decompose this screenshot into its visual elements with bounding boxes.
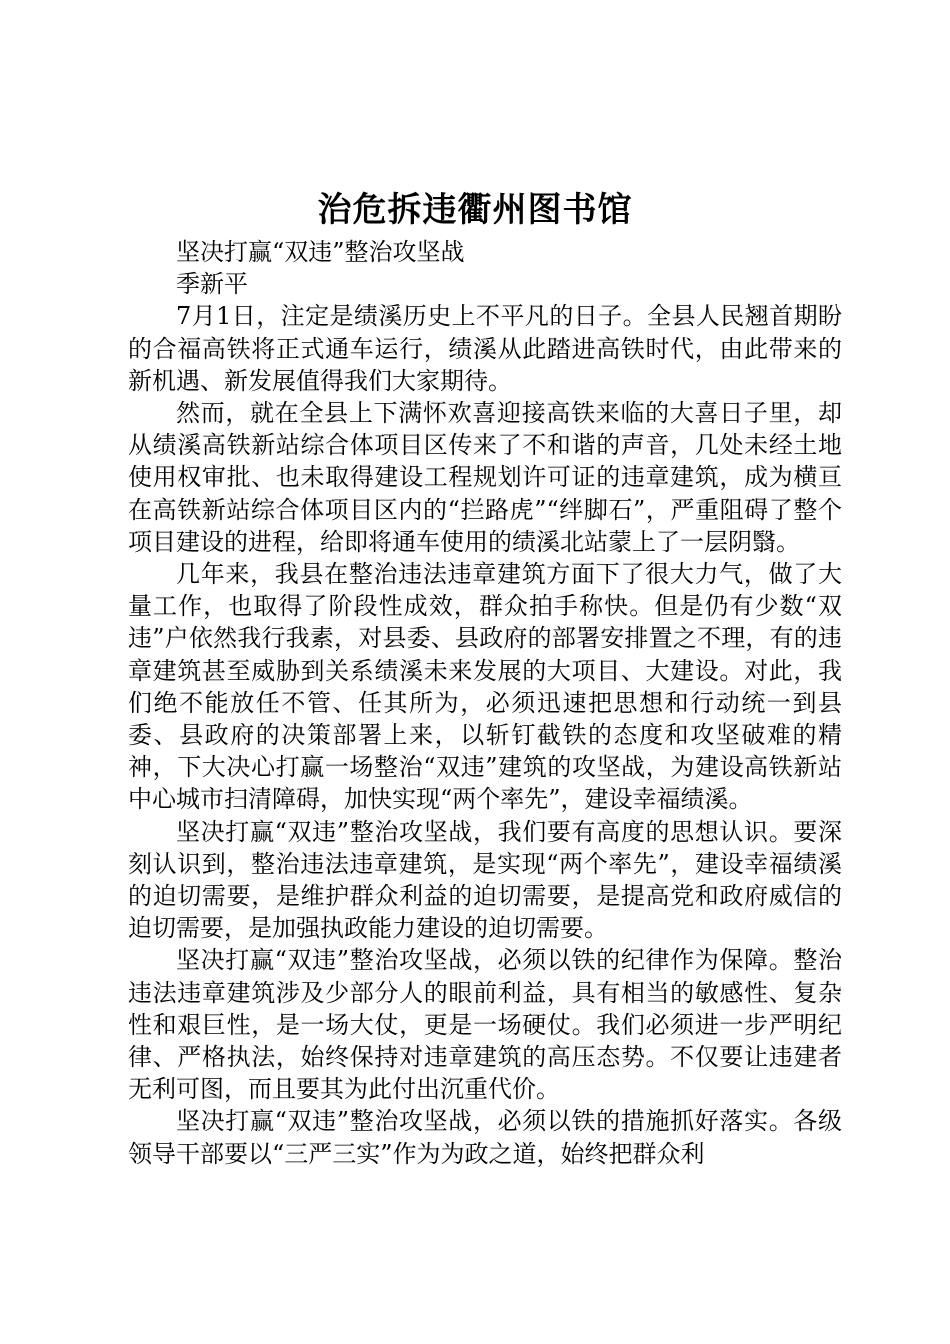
document-title: 治危拆违衢州图书馆 — [317, 190, 633, 230]
document-body — [128, 236, 842, 1170]
paragraph-3: 几年来，我县在整治违法违章建筑方面下了很大力气，做了大量工作，也取得了阶段性成效，群众拍手称快。但是仍有少数“双违”户依然我行我素，对县委、县政府的部署安排置之不理，有的违章建筑甚至威胁到关系绩溪未来发展的大项目、大建设。对此，我们绝不能放任不管、任其所为，必须迅速把思想和行动统一到县委、县政府的决策部署上来，以斩钉截铁的态度和攻坚破难的精神，下大决心打赢一场整治“双违”建筑的攻坚战，为建设高铁新站中心城市扫清障碍，加快实现“两个率先”，建设幸福绩溪。 — [128, 560, 842, 814]
paragraph-1: 7月1日，注定是绩溪历史上不平凡的日子。全县人民翘首期盼的合福高铁将正式通车运行，绩溪从此踏进高铁时代，由此带来的新机遇、新发展值得我们大家期待。 — [128, 302, 842, 395]
document-subtitle: 坚决打赢“双违”整治攻坚战 — [176, 238, 465, 266]
paragraph-2: 然而，就在全县上下满怀欢喜迎接高铁来临的大喜日子里，却从绩溪高铁新站综合体项目区传来了不和谐的声音，几处未经土地使用权审批、也未取得建设工程规划许可证的违章建筑，成为横亘在高铁新站综合体项目区内的“拦路虎”“绊脚石”，严重阻碍了整个项目建设的进程，给即将通车使用的绩溪北站蒙上了一层阴翳。 — [128, 399, 842, 556]
paragraph-5: 坚决打赢“双违”整治攻坚战，必须以铁的纪律作为保障。整治违法违章建筑涉及少部分人的眼前利益，具有相当的敏感性、复杂性和艰巨性，是一场大仗，更是一场硬仗。我们必须进一步严明纪律、严格执法，始终保持对违章建筑的高压态势。不仅要让违建者无利可图，而且要其为此付出沉重代价。 — [128, 946, 842, 1104]
paragraph-6: 坚决打赢“双违”整治攻坚战，必须以铁的措施抓好落实。各级领导干部要以“三严三实”作为为政之道，始终把群众利 — [128, 1107, 842, 1168]
paragraph-4: 坚决打赢“双违”整治攻坚战，我们要有高度的思想认识。要深刻认识到，整治违法违章建筑，是实现“两个率先”，建设幸福绩溪的迫切需要，是维护群众利益的迫切需要，是提高党和政府威信的迫切需要，是加强执政能力建设的迫切需要。 — [128, 817, 842, 943]
document-author: 季新平 — [176, 270, 248, 299]
